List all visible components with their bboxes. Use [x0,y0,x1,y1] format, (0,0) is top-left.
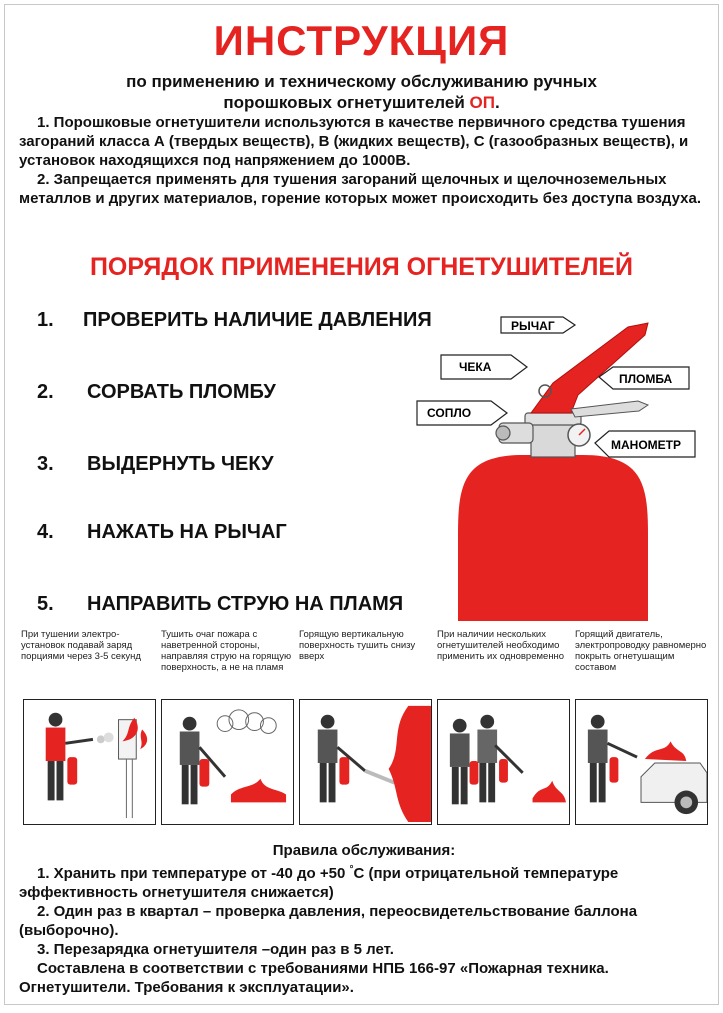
usage-captions [21,629,711,691]
label-seal-text: ПЛОМБА [619,372,673,386]
panel-electrical [23,699,156,825]
rule-1-part-b: С (при отрицательной температуре эффективность огнетушителя снижается) [19,865,619,901]
rule-2: 2. Один раз в квартал – проверка давления, переосвидетельствование баллона (выборочно). [19,903,638,939]
panel-vertical-illustration [300,700,431,824]
caption-4: При наличии нескольких огнетушителей необходимо применить их одновременно [437,629,565,662]
label-nozzle-text: СОПЛО [427,406,472,420]
rules-heading: Правила обслуживания: [272,842,456,859]
panel-wind-illustration [162,700,293,824]
poster-subtitle [5,71,718,113]
panel-engine [575,699,708,825]
step-text: НАПРАВИТЬ СТРУЮ НА ПЛАМЯ [87,593,404,615]
rule-1 [19,860,709,902]
extinguisher-illustration [403,305,703,621]
step-text: НАЖАТЬ НА РЫЧАГ [87,521,287,543]
step-number: 2. [37,381,54,403]
extinguisher-body [458,455,648,621]
step-text: СОРВАТЬ ПЛОМБУ [87,381,276,403]
subtitle-line-2 [5,92,718,113]
instruction-poster [4,4,719,1005]
subtitle-line-1: по применению и техническому обслуживанию ручных [126,72,597,91]
subtitle-period: . [494,93,500,112]
maintenance-rules [19,841,709,997]
label-nozzle [417,401,507,425]
label-lever [501,317,575,333]
intro-paragraph-2: 2. Запрещается применять для тушения загораний щелочных и щелочноземельных металлов и других материалов, горение которых может происходить без доступа воздуха. [19,171,701,207]
subtitle-op-highlight: ОП [469,93,495,112]
extinguisher-diagram [403,305,703,621]
caption-3: Горящую вертикальную поверхность тушить снизу вверх [299,629,416,662]
panel-electrical-illustration [24,700,155,824]
subtitle-text: порошковых огнетушителей [223,93,470,112]
step-text: ПРОВЕРИТЬ НАЛИЧИЕ ДАВЛЕНИЯ [83,309,432,331]
step-text: ВЫДЕРНУТЬ ЧЕКУ [87,453,274,475]
panel-multiple-illustration [438,700,569,824]
panel-multiple [437,699,570,825]
rule-1-part-a: 1. Хранить при температуре от -40 до +50 [37,865,350,882]
caption-1: При тушении электро-установок подавай заряд порциями через 3-5 секунд [21,629,141,662]
label-gauge-text: МАНОМЕТР [611,438,681,452]
step-number: 5. [37,593,54,615]
poster-title: ИНСТРУКЦИЯ [213,17,510,64]
procedure-heading: ПОРЯДОК ПРИМЕНЕНИЯ ОГНЕТУШИТЕЛЕЙ [89,253,634,281]
intro-text [19,113,709,208]
intro-paragraph-1: 1. Порошковые огнетушители используются в качестве первичного средства тушения загораний класса А (твердых веществ), В (жидких веществ), С (газообразных веществ), и установок находящихся под напряжением до 1000В. [19,114,689,169]
label-seal [599,367,689,389]
usage-illustrations [23,699,709,827]
panel-wind [161,699,294,825]
label-pin [441,355,527,379]
step-number: 3. [37,453,54,475]
rule-3: 3. Перезарядка огнетушителя –один раз в 5 лет. [37,941,394,958]
panel-vertical [299,699,432,825]
label-pin-text: ЧЕКА [459,360,492,374]
caption-2: Тушить очаг пожара с наветренной стороны, направляя струю на горящую поверхность, а не на пламя [161,629,292,673]
step-number: 1. [37,309,54,331]
caption-5: Горящий двигатель, электропроводку равномерно покрыть огнетушащим составом [575,629,707,673]
label-gauge [595,431,695,457]
rule-1-degree: ° [349,864,354,875]
rule-4: Составлена в соответствии с требованиями НПБ 166-97 «Пожарная техника. Огнетушители. Требования к эксплуатации». [19,960,609,996]
panel-engine-illustration [576,700,707,824]
step-number: 4. [37,521,54,543]
label-lever-text: РЫЧАГ [511,319,555,333]
